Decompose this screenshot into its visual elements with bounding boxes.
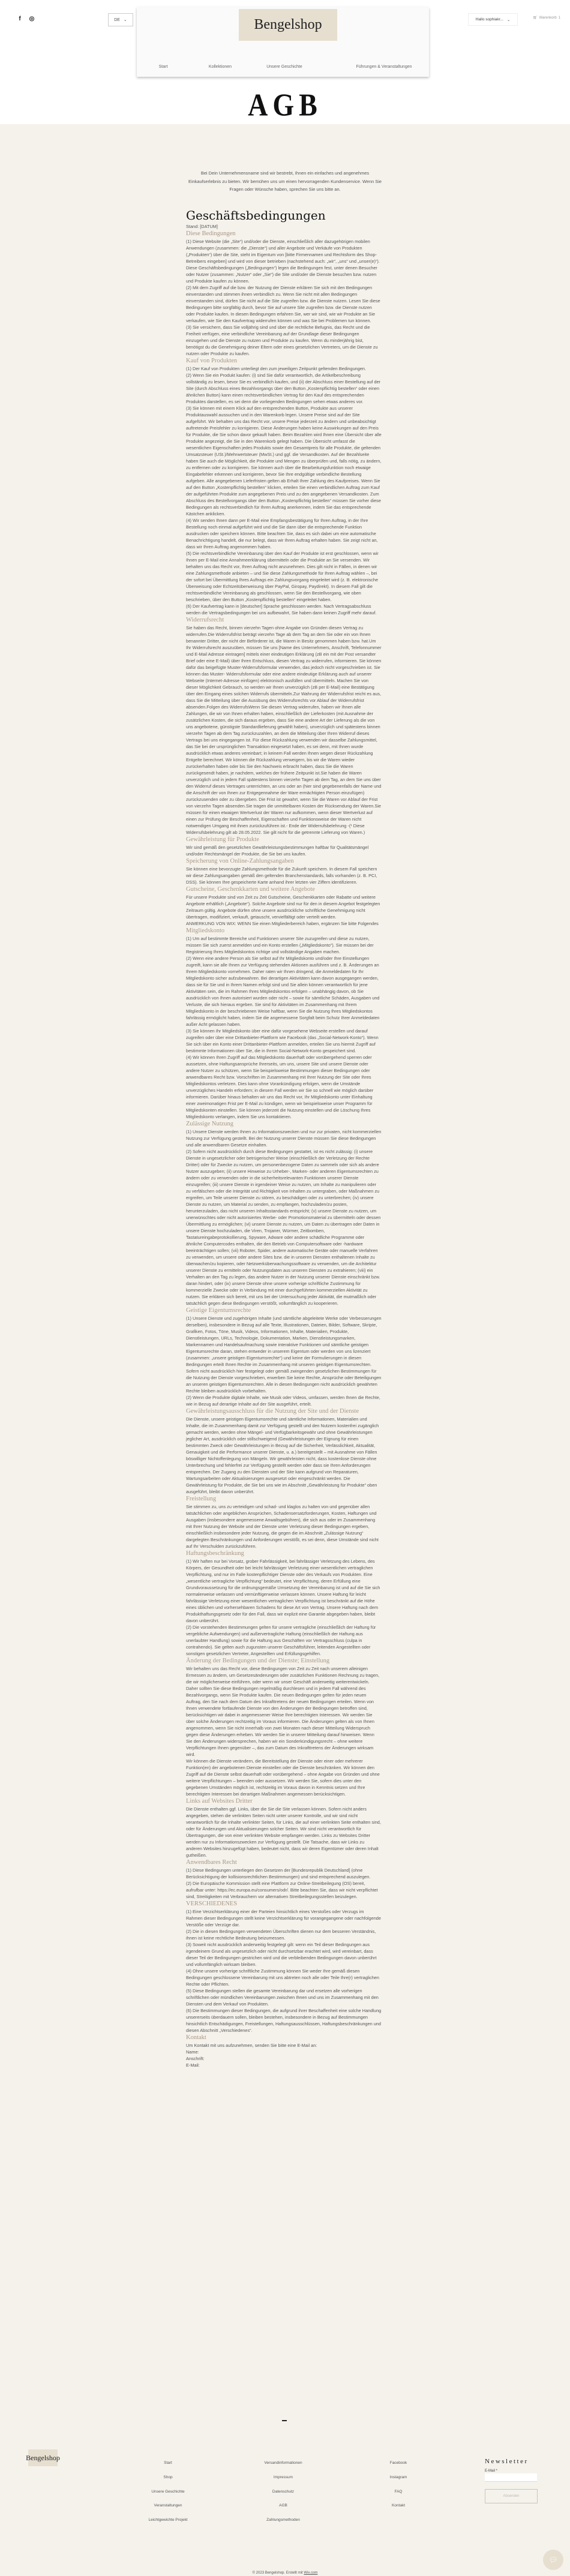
site-header	[0, 0, 570, 124]
section-heading: Anwendbares Recht	[186, 1859, 237, 1866]
section-heading: VERSCHIEDENES	[186, 1901, 238, 1907]
page-title: AGB	[248, 87, 322, 122]
user-menu[interactable]	[468, 13, 518, 26]
footer-link[interactable]: Kontakt	[391, 2503, 406, 2508]
nav-card	[137, 7, 429, 77]
section-heading: Widerrufsrecht	[186, 617, 224, 623]
cart-button[interactable]	[533, 16, 560, 20]
instagram-icon[interactable]: ◎	[29, 16, 35, 22]
cart-count: 1	[558, 16, 561, 20]
section-heading: Freistellung	[186, 1496, 217, 1502]
footer-link[interactable]: Zahlungsmethoden	[266, 2518, 300, 2523]
nav-item-kollektionen[interactable]: Kollektionen	[208, 65, 232, 69]
paragraph: (1) Unsere Dienste und zugehörigen Inhalte (und sämtliche abgeleitete Werke oder Verbesserungen derselben), insbesondere in Bezug auf alle Texte, Illustrationen, Dateien, Bilder, Software, Skripte, Grafiken, Fotos, Töne, Musik, Videos, Informationen, Inhalte, Materialien, Produkte, Dienstleistungen, URLs, Technologie, Dokumentation, Marken, Dienstleistungsmarken, Markennamen und Handelsaufmachung sowie interaktive Funktionen und sämtliche geistigen Eigentumsrechte daran, stehen entweder in unserem Eigentum oder werden von uns lizenziert (zusammen: „unsere geistigen Eigentumsrechte“) und keine der Formulierungen in diesen Bedingungen erteilt Ihnen Rechte im Zusammenhang mit unseren geistigen Eigentumsrechten. Sofern nicht ausdrücklich hier festgelegt oder gemäß zwingenden gesetzlichen Bestimmungen für die Nutzung der Dienste vorgeschrieben, erwerben Sie keine Rechte, Ansprüche oder Beteiligungen an unseren geistigen Eigentumsrechten. Alle in diesen Bedingungen nicht ausdrücklich gewährten Rechte bleiben ausdrücklich vorbehalten.	[186, 1316, 382, 1394]
paragraph: (2) Mit dem Zugriff auf die bzw. der Nutzung der Dienste erklären Sie sich mit den Bedingungen einverstanden und stimmen ihnen verbindlich zu. Wenn Sie nicht mit allen Bedingungen einverstanden sind, dürfen Sie nicht auf die Site zugreifen bzw. die Dienste nutzen. Lesen Sie diese Bedingungen bitte sorgfältig durch, bevor Sie auf unsere Site zugreifen bzw. die Dienste nutzen oder Produkte kaufen. In diesen Bedingungen erfahren Sie, wer wir sind, wie wir Produkte an Sie verkaufen, wie Sie den Kaufvertrag widerrufen können und was Sie bei Problemen tun können.	[186, 285, 380, 323]
footer-link[interactable]: Datenschutz	[272, 2489, 295, 2494]
paragraph: (2) Die in diesen Bedingungen verwendeten Überschriften dienen nur dem besseren Verständnis, ihnen ist keine rechtliche Bedeutung beizumessen.	[186, 1929, 376, 1941]
site-logo[interactable]: Bengelshop	[239, 9, 337, 41]
newsletter-title: Newsletter	[485, 2458, 529, 2465]
divider	[282, 2420, 287, 2421]
footer-link[interactable]: Impressum	[273, 2475, 293, 2479]
paragraph: (2) Die Europäische Kommission stellt eine Plattform zur Online-Streitbeilegung (OS) bereit, aufrufbar unter: https://ec.europa.eu/consumers/odr/. Bitte beachten Sie, dass wir nicht verpflichtet sind, Streitigkeiten mit Verbrauchern vor alternativen Streitbeilegungsstellen beizulegen.	[186, 1881, 378, 1899]
paragraph: Wir können die Dienste verändern, die Bereitstellung der Dienste oder einer oder mehrerer Funktion(en) der angebotenen Dienste einstellen oder die Dienste beschränken. Wir können den Zugriff auf die Dienste selbst dauerhaft oder vorübergehend – ohne Angabe von Gründen und ohne weitere Verpflichtungen – beenden oder aussetzen. Wir werden Sie, sofern dies unter den gegebenen Umständen möglich ist, rechtzeitig im Voraus davon in Kenntnis setzen und Ihre berechtigten Interessen bei derartigen Maßnahmen angemessen berücksichtigen.	[186, 1758, 380, 1797]
footer-link[interactable]: Shop	[163, 2475, 173, 2479]
paragraph: (1) Diese Bedingungen unterliegen den Gesetzen der [Bundesrepublik Deutschland] (ohne Berücksichtigung der kollisionsrechtlichen Bestimmungen) und sind entsprechend auszulegen.	[186, 1868, 371, 1880]
footer-link[interactable]: Versandinformationen	[264, 2461, 302, 2465]
paragraph: (5) Die rechtsverbindliche Vereinbarung über den Kauf der Produkte ist erst geschlossen, wenn wir Ihnen per E-Mail eine Annahmeerklärung übermitteln oder die Produkte an Sie versenden. Wir behalten uns das Recht vor, Ihren Auftrag nicht anzunehmen. Dies gilt nicht in Fällen, in denen wir eine Zahlungsmethode anbieten – und Sie diese Zahlungsmethode für Ihren Auftrag wählen –, bei der sofort bei Übermittlung Ihres Auftrags ein Zahlungsvorgang eingeleitet wird (z. B. elektronische Überweisung oder Echtzeitüberweisung über PayPal, Giropay, Paydirekt). In diesem Fall gilt die rechtsverbindliche Vereinbarung als geschlossen, wenn Sie den Bestellvorgang, wie oben beschrieben, über den Button „Kostenpflichtig bestellen“ eingeleitet haben.	[186, 551, 379, 602]
nav-item-start[interactable]: Start	[158, 65, 168, 69]
footer-column-social	[362, 2461, 434, 2518]
paragraph: (1) Der Kauf von Produkten unterliegt den zum jeweiligen Zeitpunkt geltenden Bedingungen.	[186, 366, 367, 371]
footer-link[interactable]: Leichtgewichte Projekt	[148, 2518, 188, 2523]
footer-link[interactable]: Start	[164, 2461, 172, 2465]
section-heading: Haftungsbeschränkung	[186, 1550, 244, 1557]
paragraph: Um Kontakt mit uns aufzunehmen, senden Sie bitte eine E-Mail an: Name: Anschrift: E-Mail:	[186, 2043, 317, 2068]
paragraph: (3) Soweit nicht ausdrücklich anderweitig festgelegt gilt: wenn ein Teil dieser Bedingungen aus irgendeinem Grund als ungesetzlich oder nicht durchsetzbar erachtet wird, wird vereinbart, dass dieser Teil der Bedingungen gestrichen wird und die verbleibenden Bedingungen davon unberührt und vollumfänglich wirksam bleiben.	[186, 1942, 377, 1967]
paragraph: Die Dienste, unsere geistigen Eigentumsrechte und sämtliche Informationen, Materialien und Inhalte, die im Zusammenhang damit zur Verfügung gestellt und den Nutzern kostenfrei zugänglich gemacht werden, werden ohne Mängel- und Verfügbarkeitsgewähr und ohne Gewährleistungen jeglicher Art, ausdrücklich oder stillschweigend (Gewährleistungen der Eignung für einen bestimmten Zweck oder Gewährleistungen in Bezug auf die Sicherheit, Verlässlichkeit, Aktualität, Genauigkeit und die Performance unserer Dienste, u. a.) bereitgestellt – mit Ausnahme von Fällen böswilliger Nichtoffenlegung von Mängeln. Wir gewährleisten nicht, dass kostenlose Dienste ohne Unterbrechung und fehlerfrei zur Verfügung gestellt werden oder dass sie Ihren Anforderungen entsprechen. Der Zugang zu den Diensten und der Site kann aufgrund von Reparaturen, Wartungsarbeiten oder Aktualisierungen ausgesetzt oder eingeschränkt werden. Die Gewährleistung für Produkte, die Sie bei uns wie im Abschnitt „Gewährleistung für Produkte“ oben ausgeführt, bleibt davon unberührt.	[186, 1416, 379, 1494]
section-heading: Links auf Websites Dritter	[186, 1798, 253, 1805]
paragraph: Sie können eine bevorzugte Zahlungsmethode für die Zukunft speichern. In diesem Fall speichern wir diese Zahlungsangaben gemäß den geltenden Branchenstandards, falls vorhanden (z. B. PCI, DSS). Sie können Ihre gespeicherte Karte anhand ihrer letzten vier Ziffern identifizieren.	[186, 866, 377, 885]
cart-icon: 🛒︎	[533, 16, 538, 20]
paragraph: Wir behalten uns das Recht vor, diese Bedingungen von Zeit zu Zeit nach unserem alleinigen Ermessen zu ändern, um Gesetzesänderungen oder zusätzlichen Funktionen Rechnung zu tragen, die wir möglicherweise einführen, oder wenn wir unser Geschäft anderweitig weiterentwickeln. Daher sollten Sie diese Bedingungen regelmäßig durchlesen und in jedem Fall während des Bezahlvorgangs, wenn Sie Produkte kaufen. Die neuen Bedingungen gelten für jeden neuen Auftrag, den Sie nach dem Datum des Inkrafttretens der neuen Bedingungen erteilen. Wenn von Ihnen verwendete fortlaufende Dienste von den Änderungen der Bedingungen betroffen sind, berücksichtigen wir dabei in angemessener Weise Ihre berechtigten Interessen. Wir werden Sie über solche Änderungen rechtzeitig im Voraus informieren. Die Änderungen gelten als von Ihnen angenommen, wenn Sie nicht innerhalb von zwei Monaten nach dieser Mitteilung Widerspruch gegen diese Änderungen erheben. Wir werden Sie in unserer Mitteilung darauf hinweisen. Wenn Sie den Änderungen widersprechen, haben wir ein Sonderkündigungsrecht – ohne weitere Verpflichtungen Ihnen gegenüber –, das zum Datum des Inkrafttretens der Änderungen wirksam wird.	[186, 1666, 380, 1757]
terms-document	[186, 208, 382, 2068]
nav-item-unsere-geschichte[interactable]: Unsere Geschichte	[266, 65, 302, 69]
footer-link[interactable]: FAQ	[394, 2489, 403, 2494]
paragraph: (4) Wir senden Ihnen dann per E-Mail eine Empfangsbestätigung für Ihren Auftrag, in der Ihre Bestellung noch einmal aufgeführt wird und die Sie dann über die entsprechende Funktion ausdrucken oder speichern können. Bitte beachten Sie, dass es sich dabei um eine automatische Benachrichtigung handelt, die nur belegt, dass wir Ihren Auftrag erhalten haben. Sie zeigt nicht an, dass wir Ihren Auftrag angenommen haben.	[186, 518, 378, 550]
footer-link[interactable]: Instagram	[389, 2475, 407, 2479]
chat-icon: 💬︎	[548, 2556, 558, 2564]
footer-link[interactable]: Facebook	[389, 2461, 407, 2465]
paragraph: (2) Die vorstehenden Bestimmungen gelten für unsere vertragliche (einschließlich der Haftung für vergebliche Aufwendungen) und außervertragliche Haftung (einschließlich der Haftung aus unerlaubter Handlung) sowie für die Haftung aus Geschäften vor Vertragsschluss (culpa in contrahendo). Sie gelten auch zugunsten unserer Geschäftsführer, leitenden Angestellten oder sonstigen gesetzlichen Vertreter, Angestellten und Erfüllungsgehilfen.	[186, 1625, 376, 1656]
paragraph: Für unsere Produkte sind von Zeit zu Zeit Gutscheine, Geschenkkarten oder Rabatte und weitere Angebote erhältlich („Angebote“). Solche Angebote sind nur für den in diesem Angebot festgelegten Zeitraum gültig. Angebote dürfen ohne unsere ausdrückliche schriftliche Genehmigung nicht übertragen, modifiziert, verkauft, getauscht, vervielfältigt oder verteilt werden.	[186, 894, 380, 920]
paragraph: ANMERKUNG VON WIX: WENN Sie einen Mitgliederbereich haben, ergänzen Sie bitte Folgendes	[186, 921, 379, 926]
nav-item-fuehrungen-veranstaltungen[interactable]: Führungen & Veranstaltungen	[356, 65, 412, 69]
paragraph: (4) Ohne unsere vorherige schriftliche Zustimmung können Sie weder Ihre gemäß diesen Bedingungen geschlossene Vereinbarung mit uns abtreten noch alle oder Teile Ihre(r) vertraglichen Rechte oder Pflichten.	[186, 1968, 379, 1987]
intro-text: Bei Dein Unternehmensname sind wir bestrebt, Ihnen ein einfaches und angenehmes Einkaufserlebnis zu bieten. Wir bemühen uns um einen hervorragenden Kundenservice. Wenn Sie Fragen oder Wünsche haben, sprechen Sie uns bitte an.	[188, 170, 382, 192]
paragraph: (6) Die Bestimmungen dieser Bedingungen, die aufgrund ihrer Beschaffenheit eine solche Handlung unsererseits überdauern sollen, bleiben bestehen, insbesondere in Bezug auf Bestimmungen hinsichtlich Entschädigungen, Freistellungen, Haftungsausschlüssen, Haftungsbeschränkungen und diesen Abschnitt „Verschiedenes“.	[186, 2008, 382, 2033]
paragraph: (6) Der Kaufvertrag kann in [deutscher] Sprache geschlossen werden. Nach Vertragsabschluss werden die Vertragsbedingungen bei uns aufbewahrt, Sie haben dann keinen Zugriff mehr darauf.	[186, 604, 377, 616]
paragraph: (3) Sie können Ihr Mitgliedskonto über eine dafür vorgesehene Webseite erstellen und darauf zugreifen oder über eine Drittanbieter-Plattform wie Facebook (das „Social-Network-Konto“). Wenn Sie sich über ein Konto einer Drittanbieter-Plattform anmelden, erteilen Sie uns hiermit Zugriff auf bestimmte Informationen über Sie, die in Ihrem Social-Network-Konto gespeichert sind.	[186, 1028, 379, 1053]
paragraph: (1) Wir haften nur bei Vorsatz, grober Fahrlässigkeit, bei fahrlässiger Verletzung des Lebens, des Körpers, der Gesundheit oder bei leicht fahrlässiger Verletzung einer wesentlichen vertraglichen Verpflichtung, und nur im Falle kostenpflichtiger Dienste oder des Verkaufs von Produkten. Eine „wesentliche vertragliche Verpflichtung“ bedeutet, eine Verpflichtung, deren Erfüllung eine Grundvoraussetzung für die ordnungsgemäße Umsetzung der Vereinbarung ist und auf die Sie sich normalerweise verlassen und vernünftigerweise verlassen können. Unsere Haftung für leicht fahrlässige Verletzung einer wesentlichen vertraglichen Verpflichtung ist beschränkt auf die Höhe eines üblichen und vorhersehbaren Schadens für diese Art von Vertrag. Unsere Haftung nach dem Produkthaftungsgesetz oder für den Fall, dass wir explizit eine Garantie abgegeben haben, bleibt davon unberührt.	[186, 1559, 380, 1623]
footer-link[interactable]: Veranstaltungen	[154, 2503, 182, 2508]
cart-label: Warenkorb	[539, 16, 557, 20]
section-heading: Gutscheine, Geschenkkarten und weitere Angebote	[186, 886, 315, 893]
section-heading: Zulässige Nutzung	[186, 1121, 234, 1127]
chevron-down-icon: ⌄	[123, 18, 127, 22]
paragraph: (1) Um auf bestimmte Bereiche und Funktionen unserer Site zuzugreifen und diese zu nutzen, müssen Sie sich zuerst anmelden und ein Konto erstellen („Mitgliedskonto“). Sie müssen bei der Registrierung Ihres Mitgliedskontos richtige und vollständige Angaben machen.	[186, 936, 374, 954]
email-field[interactable]	[485, 2473, 537, 2482]
email-label: E-Mail *	[485, 2469, 498, 2473]
wix-link[interactable]: Wix.com	[304, 2571, 318, 2575]
document-title: Geschäftsbedingungen	[186, 208, 326, 223]
paragraph: (2) Wenn Sie ein Produkt kaufen: (i) sind Sie dafür verantwortlich, die Artikelbeschreibung vollständig zu lesen, bevor Sie es verbindlich kaufen, und (ii) der Abschluss einer Bestellung auf der Site (durch Abschluss eines Bezahlvorgangs über den Button „Kostenpflichtig bestellen“ oder einen ähnlichen Button) kann einen rechtsverbindlichen Vertrag für den Kauf des entsprechenden Produktes darstellen, es sei denn die vorliegenden Bedingungen sehen etwas anderes vor.	[186, 373, 381, 404]
document-date: Stand: [DATUM]	[186, 224, 218, 229]
paragraph: (1) Diese Website (die „Site“) und/oder die Dienste, einschließlich aller dazugehörigen mobilen Anwendungen (zusammen: die „Dienste“) und aller Angebote und Verkäufe von Produkten („Produkten“) über die Site, steht im Eigentum von [bitte Firmennamen und Rechtsform des Shop-Betreibers eingeben] und wird von dieser betrieben (nachstehend auch: „wir“, „uns“ und „unser(e)“). Diese Geschäftsbedingungen („Bedingungen“) legen die Bedingungen fest, unter denen Besucher oder Nutzer (zusammen: „Nutzer“ oder „Sie“) die Site und/oder die Dienste besuchen bzw. nutzen und Produkte kaufen zu können.	[186, 239, 380, 284]
language-value: DE	[114, 17, 120, 22]
section-heading: Mitgliedskonto	[186, 927, 225, 934]
paragraph: Wir sind gemäß den gesetzlichen Gewährleistungsbestimmungen haftbar für Qualitätsmängel und/oder Rechtsmängel der Produkte, die Sie bei uns kaufen.	[186, 845, 369, 857]
section-heading: Änderung der Bedingungen und der Dienste; Einstellung	[186, 1658, 330, 1664]
section-heading: Gewährleistung für Produkte	[186, 836, 259, 843]
paragraph: (5) Diese Bedingungen stellen die gesamte Vereinbarung dar und ersetzen alle vorherigen schriftlichen oder mündlichen Vereinbarungen zwischen Ihnen und uns im Zusammenhang mit den Diensten und dem Verkauf von Produkten.	[186, 1988, 379, 2007]
footer-link[interactable]: Unsere Geschichte	[151, 2489, 185, 2494]
paragraph: Sie haben das Recht, binnen vierzehn Tagen ohne Angabe von Gründen diesen Vertrag zu widerrufen.Die Widerrufsfrist beträgt vierzehn Tage ab dem Tag an dem Sie oder ein von Ihnen benannter Dritter, der nicht der Beförderer ist, die Waren in Besitz genommen haben bzw. hat.Um Ihr Widerrufsrecht auszuüben, müssen Sie uns [Name des Unternehmers, Anschrift, Telefonnummer und E-Mail Adresse eintragen] mittels einer eindeutigen Erklärung (zB ein mit der Post versandter Brief oder eine E-Mail) über Ihren Entschluss, diesen Vertrag zu widerrufen, informieren. Sie können dafür das beigefügte Muster-Widerrufsformular verwenden, das jedoch nicht vorgeschrieben ist. Sie können das Muster- Widerrufsformular oder eine andere eindeutige Erklärung auch auf unserer Webseite (Internet-Adresse einfügen) elektronisch ausfüllen und übermitteln. Machen Sie von dieser Möglichkeit Gebrauch, so werden wir Ihnen unverzüglich (zB per E-Mail) eine Bestätigung über den Eingang eines solchen Widerrufs übermitteln.Zur Wahrung der Widerrufsfrist reicht es aus, dass Sie die Mitteilung über die Ausübung des Widerrufsrechts vor Ablauf der Widerrufsfrist absenden.Folgen des WiderrufsWenn Sie diesen Vertrag widerrufen, haben wir Ihnen alle Zahlungen, die wir von Ihnen erhalten haben, einschließlich der Lieferkosten (mit Ausnahme der zusätzlichen Kosten, die sich daraus ergeben, dass Sie eine andere Art der Lieferung als die von uns angebotene, günstigste Standardlieferung gewählt haben), unverzüglich und spätestens binnen vierzehn Tagen ab dem Tag zurückzuzahlen, an dem die Mitteilung über Ihren Widerruf dieses Vertrags bei uns eingegangen ist. Für diese Rückzahlung verwenden wir dasselbe Zahlungsmittel, das Sie bei der ursprünglichen Transaktion eingesetzt haben, es sei denn, mit Ihnen wurde ausdrücklich etwas anderes vereinbart; in keinem Fall werden Ihnen wegen dieser Rückzahlung Entgelte berechnet. Wir können die Rückzahlung verweigern, bis wir die Waren wieder zurückerhalten haben oder bis Sie den Nachweis erbracht haben, dass Sie die Waren zurückgesendt haben, je nachdem, welches der frühere Zeitpunkt ist.Sie haben die Waren unverzüglich und in jedem Fall spätestens binnen vierzehn Tagen ab dem Tag, an dem Sie uns über den Widerruf dieses Vertrages unterrichten, an uns oder an (hier sind gegebenenfalls der Name und die Anschrift der von Ihnen zur Entgegennahme der Ware ermächtigten Person einzufügen) zurückzusenden oder zu übergeben. Die Frist ist gewahrt, wenn Sie die Waren vor Ablauf der Frist von vierzehn Tagen absenden.Sie tragen die unmittelbaren Kosten der Rücksendung der Waren.Sie müssen für einen etwaigen Wertverlust der Waren nur aufkommen, wenn dieser Wertverlust auf einen zur Prüfung der Beschaffenheit, Eigenschaften und Funktionsweise der Waren nicht notwendigen Umgang mit ihnen zurückzuführen ist.- Ende der Widerrufsbelehrung -(¹ Diese Widerrufsbelehrung gilt ab 28.05.2022. Sie gilt nicht für die getrennte Lieferung von Waren.)	[186, 625, 382, 835]
copyright	[0, 2571, 570, 2575]
section-heading: Gewährleistungsausschluss für die Nutzung der Site und der Dienste	[186, 1408, 359, 1415]
user-greeting: Hallo sophiakr...	[475, 17, 503, 22]
paragraph: (1) Eine Verzichtserklärung einer der Parteien hinsichtlich eines Verstoßes oder Verzugs im Rahmen dieser Bedingungen stellt keine Verzichtserklärung für vorangegangene oder nachfolgende Verstöße oder Verzüge dar.	[186, 1909, 381, 1928]
paragraph: (2) Sofern nicht ausdrücklich durch diese Bedingungen gestattet, ist es nicht zulässig: (i) unsere Dienste in ungesetzlicher oder betrügerischer Weise (einschließlich der Verletzung der Rechte Dritter) oder für Zwecke zu nutzen, um personenbezogene Daten zu sammeln oder sich als andere Nutzer auszugeben; (ii) unsere Hinweise zu Urheber-, Marken- oder anderen Eigentumsrechten zu ändern oder zu verwenden oder in die sicherheitsrelevanten Funktionen unserer Dienste einzugreifen; (iii) unsere Dienste in irgendeiner Weise zu nutzen, um Inhalte zu manipulieren oder zu verfälschen oder die Integrität und Richtigkeit von Inhalten zu untergraben, oder Maßnahmen zu ergreifen, um Teile unserer Dienste zu stören, zu beschädigen oder zu unterbrechen; (iv) unsere Dienste zu nutzen, um Material zu senden, zu empfangen, hochzuladen/zu posten, herunterzuladen, das nicht unseren Inhaltsstandards entspricht; (v) unsere Dienste zu nutzen, um unerwünschtes oder nicht autorisiertes Werbe- oder Promotionsmaterial zu übermitteln oder dessen Übermittlung zu ermöglichen; (vi) unsere Dienste zu nutzen, um Daten zu übertragen oder Daten in unsere Dienste hochzuladen, die Viren, Trojaner, Würmer, Zeitbomben, Tastatureingabeprotokollierung, Spyware, Adware oder andere schädliche Programme oder ähnliche Computercodes enthalten, die den Betrieb von Computersoftware oder -hardware beeinträchtigen sollen; (vii) Roboter, Spider, andere automatische Geräte oder manuelle Verfahren zu verwenden, um unsere oder andere Sites bzw. die in unseren Diensten enthaltenen Inhalte zu überwachen/zu kopieren, oder Netzwerküberwachungssoftware zu verwenden, um die Architektur unserer Dienste zu ermitteln oder Nutzungsdaten aus unseren Diensten zu extrahieren; (viii) ein Verhalten an den Tag zu legen, das andere Nutzer in der Nutzung unserer Dienste einschränkt bzw. daran hindert, oder (ix) unsere Dienste ohne unsere vorherige schriftliche Zustimmung für kommerzielle Zwecke oder in Verbindung mit einer durchgeführten kommerziellen Aktivität zu nutzen. Sie erklären sich bereit, mit uns bei der Untersuchung jeder Aktivität, die mutmaßlich oder tatsächlich gegen diese Bedingungen verstößt, vollumfänglich zu kooperieren.	[186, 1149, 381, 1306]
section-heading: Speicherung von Online-Zahlungsangaben	[186, 858, 294, 864]
footer-column-info	[247, 2461, 319, 2532]
chat-button[interactable]	[543, 2550, 563, 2570]
paragraph: (3) Sie können mit einem Klick auf den entsprechenden Button, Produkte aus unserer Produktauswahl aussuchen und in den Warenkorb legen. Unsere Preise sind auf der Site aufgeführt. Wir behalten uns das Recht vor, unsere Preise jederzeit zu ändern und unbeabsichtigt auftretende Preisfehler zu korrigieren. Diese Änderungen haben keine Auswirkungen auf den Preis für Produkte, die Sie schon davor gekauft haben. Beim Bezahlen wird Ihnen eine Übersicht über alle Produkte angezeigt, die Sie in den Warenkorb gelegt haben. Die Übersicht umfasst die wesentlichen Eigenschaften jedes Produkts sowie den Gesamtpreis für alle Produkte, die geltenden Umsatzsteuer (USt.)/Mehrwertsteuer (MwSt.) und ggf. die Versandkosten. Auf der Bezahlseite haben Sie auch die Möglichkeit, die Produkte und Mengen zu überprüfen und, falls nötig, zu ändern, zu entfernen oder zu korrigieren. Sie können auch über die Bearbeitungsfunktion noch etwaige Eingabefehler erkennen und korrigieren, bevor Sie Ihre endgültige verbindliche Bestellung aufgeben. Alle angegebenen Lieferfristen gelten ab Erhalt Ihrer Zahlung des Kaufpreises. Wenn Sie auf den Button „Kostenpflichtig bestellen“ klicken, erteilen Sie einen verbindlichen Auftrag zum Kauf der aufgeführten Produkte zum angegebenen Preis und zu den angegebenen Versandkosten. Zum Abschluss des Bestellvorgangs über den Button „Kostenpflichtig bestellen“ müssen Sie vorher diese Bedingungen als rechtsverbindlich für Ihren Auftrag anerkennen, indem Sie das entsprechende Kästchen anklicken.	[186, 406, 382, 517]
section-heading: Geistige Eigentumsrechte	[186, 1307, 251, 1314]
footer-logo[interactable]: Bengelshop	[28, 2449, 58, 2466]
paragraph: (2) Wenn eine andere Person als Sie selbst auf Ihr Mitgliedskonto und/oder Ihre Einstellungen zugreift, kann sie alle Ihnen zur Verfügung stehenden Aktionen ausführen und z. B. Änderungen an Ihrem Mitgliedskonto vornehmen. Daher raten wir Ihnen dringend, die Anmeldedaten für Ihr Mitgliedskonto sicher aufzubewahren. Bei derartigen Aktivitäten kann davon ausgegangen werden, dass sie für Sie und in Ihrem Namen erfolgt sind und Sie allein können verantwortlich für jene Aktivitäten sein, die im Rahmen Ihres Mitgliedskontos erfolgen – unabhängig davon, ob Sie ausdrücklich von Ihnen autorisiert wurden oder nicht – sowie für sämtliche Schäden, Ausgaben und Verluste, die sich hieraus ergeben. Sie sind für Aktivitäten im Zusammenhang mit Ihrem Mitgliedskonto in der beschriebenen Weise haftbar, wenn Sie die Nutzung Ihres Mitgliedskontos fahrlässig ermöglicht haben, indem Sie die angemessene Sorgfalt beim Schutz Ihrer Anmeldedaten außer Acht gelassen haben.	[186, 956, 380, 1027]
paragraph: (4) Wir können Ihren Zugriff auf das Mitgliedskonto dauerhaft oder vorübergehend sperren oder aussetzen, ohne Haftungsansprüche Ihrerseits, um uns, unsere Site und unsere Dienste oder andere Nutzer zu schützen, wenn Sie beispielsweise Bestimmungen dieser Bedingungen oder anwendbares Recht bzw. Vorschriften im Zusammenhang mit Ihrer Nutzung der Site oder Ihres Mitgliedskontos verletzen. Dies kann ohne Vorankündigung erfolgen, wenn die Umstände unverzügliches Handeln erfordern; in diesem Fall werden wir Sie so schnell wie möglich darüber informieren. Darüber hinaus behalten wir uns das Recht vor, Ihr Mitgliedskonto unter Einhaltung einer zweimonatigen Frist per E-Mail zu kündigen, wenn wir beispielsweise unser Programm für Mitgliedskonten einstellen. Sie können jederzeit die Nutzung einstellen und die Löschung Ihres Mitgliedskonto verlangen, indem Sie uns kontaktieren.	[186, 1055, 374, 1119]
language-selector[interactable]	[108, 13, 133, 26]
submit-button[interactable]: Absenden	[485, 2489, 538, 2503]
paragraph: (2) Wenn die Produkte digitale Inhalte, wie Musik oder Videos, umfassen, werden Ihnen die Rechte, wie in Bezug auf derartige Inhalte auf der Site ausgeführt, erteilt.	[186, 1395, 380, 1407]
footer-column-pages	[132, 2461, 204, 2532]
paragraph: Sie stimmen zu, uns zu verteidigen und schad- und klaglos zu halten von und gegenüber allen tatsächlichen oder angeblichen Ansprüchen, Schadensersatzforderungen, Kosten, Haftungen und Ausgaben (insbesondere angemessene Anwaltsgebühren), die sich aus oder im Zusammenhang mit Ihrer Nutzung der Website und der Dienste unter Verletzung dieser Bedingungen ergeben, einschließlich insbesondere jeder Nutzung, die gegen die im Abschnitt „Zulässige Nutzung“ dargelegten Beschränkungen und Anforderungen verstößt, es sei denn, diese Umstände sind nicht auf Ihr Verschulden zurückzuführen.	[186, 1504, 379, 1549]
copyright-text: © 2023 Bengelshop. Erstellt mit	[252, 2571, 304, 2575]
section-heading: Kontakt	[186, 2034, 206, 2041]
chevron-down-icon: ⌄	[506, 17, 511, 22]
newsletter-form	[485, 2458, 539, 2503]
footer-link[interactable]: AGB	[279, 2503, 287, 2508]
section-heading: Kauf von Produkten	[186, 358, 238, 364]
facebook-icon[interactable]: f	[19, 16, 21, 22]
paragraph: Die Dienste enthalten ggf. Links, über die Sie die Site verlassen können. Sofern nicht anders angegeben, stehen die verlinkten Seiten nicht unter unserer Kontrolle, und wir sind nicht verantwortlich für die Inhalte verlinkter Seiten, für Links, die auf einer verlinkten Seite enthalten sind, oder für Änderungen und Aktualisierungen solcher Seiten. Wir sind nicht verantwortlich für Übertragungen, die von einer verlinkten Website empfangen werden. Links zu Websites Dritter werden nur zu Informationszwecken zur Verfügung gestellt. Die Tatsache, dass wir Links zu anderen Websites hinzugefügt haben, bedeutet nicht, dass wir deren Eigentümer oder deren Inhalt gutheißen.	[186, 1806, 381, 1858]
paragraph: (1) Unsere Dienste werden Ihnen zu Informationszwecken und nur zur privaten, nicht kommerziellen Nutzung zur Verfügung gestellt. Bei der Nutzung unserer Dienste müssen Sie diese Bedingungen und alle anwendbaren Gesetze einhalten.	[186, 1129, 382, 1148]
social-links	[17, 16, 35, 22]
paragraph: (3) Sie versichern, dass Sie volljährig sind und über die rechtliche Befugnis, das Recht und die Freiheit verfügen, eine verbindliche Vereinbarung auf der Grundlage dieser Bedingungen einzugehen und die Dienste zu nutzen und Produkte zu kaufen. Wenn du minderjährig bist, benötigst du die Genehmigung deiner Eltern oder eines gesetzlichen Vertreters, um die Dienste zu nutzen oder Produkte zu kaufen.	[186, 325, 378, 356]
section-heading: Diese Bedingungen	[186, 230, 236, 237]
